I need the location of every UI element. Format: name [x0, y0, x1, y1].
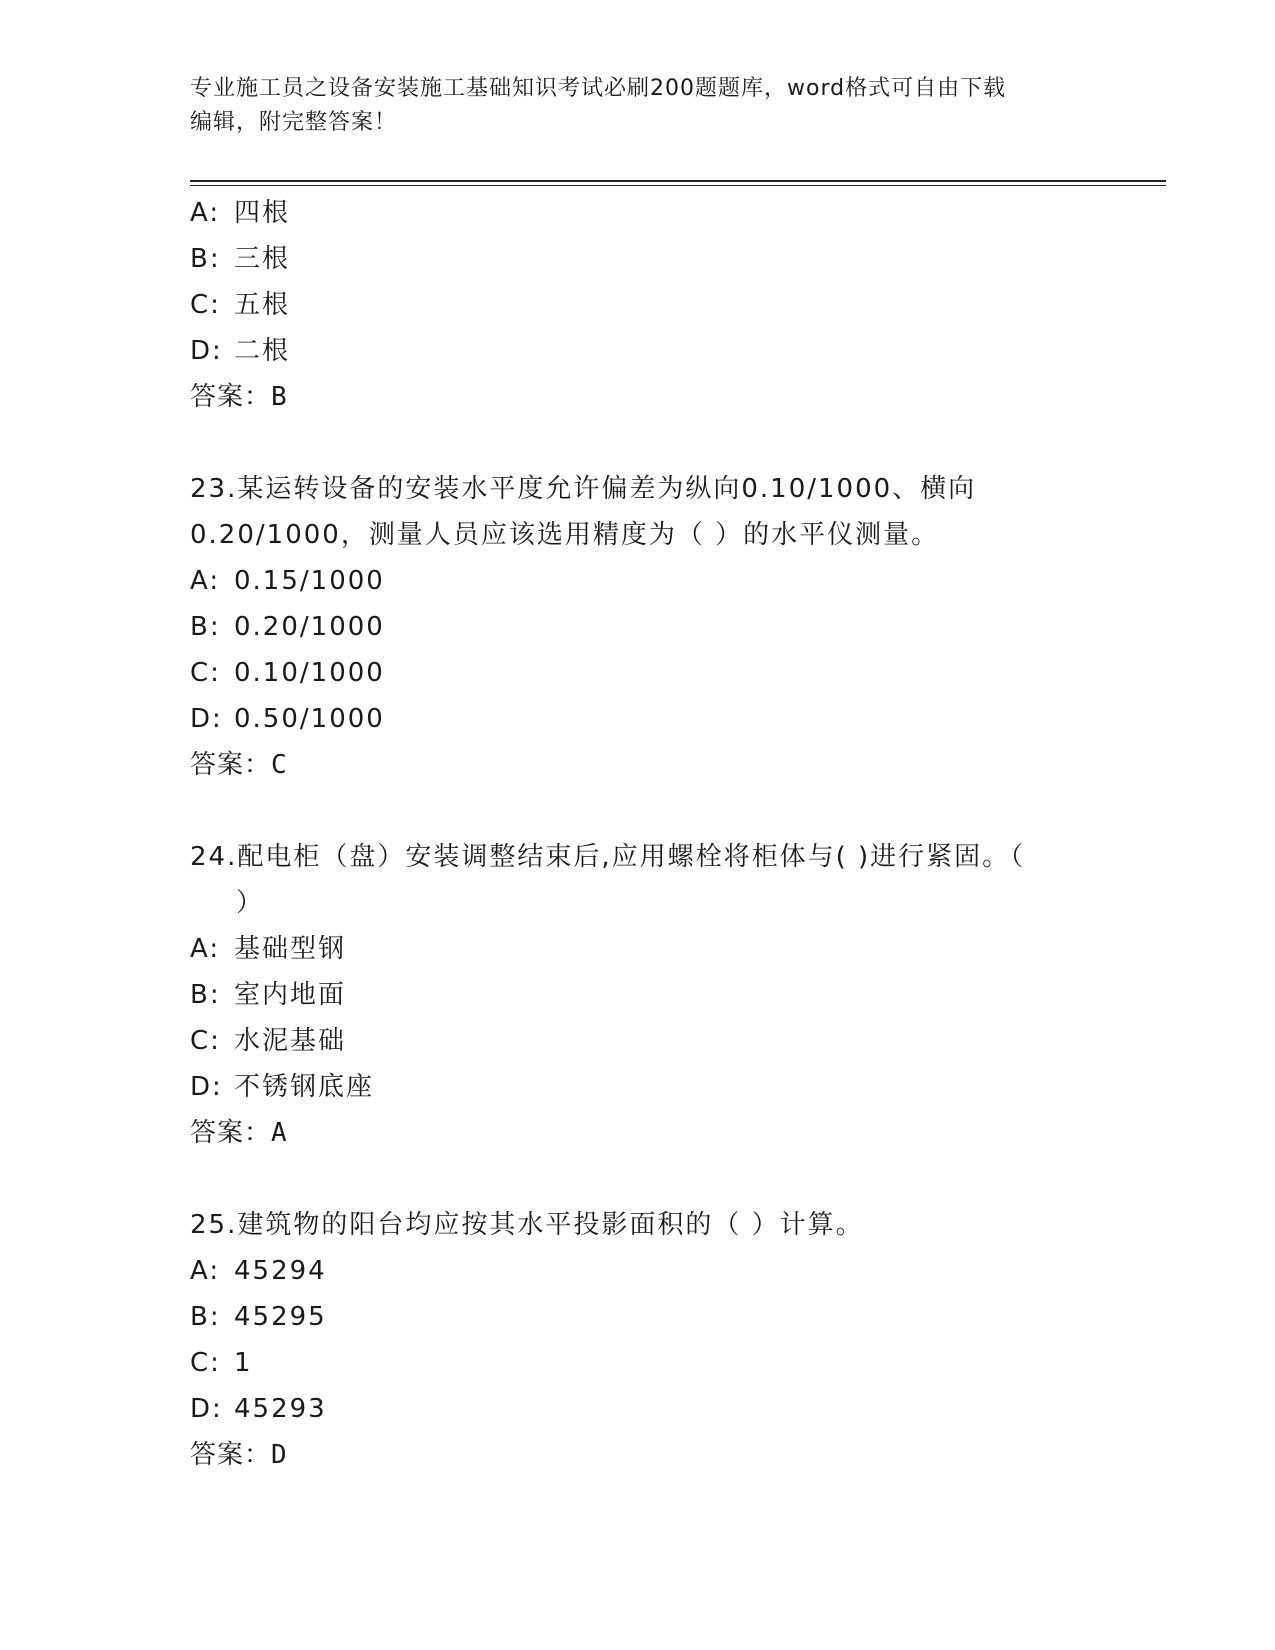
spacer: [190, 1156, 1090, 1202]
answer-line: [190, 374, 1090, 420]
option-text: 室内地面: [234, 980, 347, 1010]
option-text: 二根: [234, 336, 291, 366]
question-list: [190, 190, 1090, 1478]
option-text: 45295: [234, 1302, 327, 1332]
option-key: A:: [190, 198, 221, 228]
option-text: 四根: [234, 198, 291, 228]
option-d: [190, 1064, 1090, 1110]
answer-value: D: [271, 1440, 288, 1470]
option-key: C:: [190, 658, 221, 688]
option-c: [190, 650, 1090, 696]
option-a: [190, 926, 1090, 972]
answer-label: 答案：: [190, 1440, 272, 1470]
option-d: [190, 328, 1090, 374]
option-text: 0.10/1000: [234, 658, 385, 688]
option-c: [190, 1018, 1090, 1064]
option-key: C:: [190, 1026, 221, 1056]
option-key: B:: [190, 1302, 221, 1332]
option-key: A:: [190, 566, 221, 596]
option-a: [190, 190, 1090, 236]
header-divider-thin: [190, 185, 1166, 186]
option-b: [190, 236, 1090, 282]
option-key: D:: [190, 1072, 223, 1102]
header-divider-thick: [190, 180, 1166, 182]
answer-value: C: [271, 750, 288, 780]
option-b: [190, 604, 1090, 650]
option-key: C:: [190, 1348, 221, 1378]
option-b: [190, 972, 1090, 1018]
option-key: C:: [190, 290, 221, 320]
option-text: 45294: [234, 1256, 327, 1286]
option-text: 1: [234, 1348, 253, 1378]
header-line-1: 专业施工员之设备安装施工基础知识考试必刷200题题库，word格式可自由下载: [190, 76, 1007, 101]
option-text: 三根: [234, 244, 291, 274]
option-key: D:: [190, 336, 223, 366]
option-key: D:: [190, 704, 223, 734]
answer-value: A: [271, 1118, 288, 1148]
answer-line: [190, 742, 1090, 788]
question-24: [190, 834, 1090, 1156]
question-text-line-1: 25.建筑物的阳台均应按其水平投影面积的（ ）计算。: [190, 1210, 864, 1240]
answer-value: B: [271, 382, 288, 412]
option-text: 45293: [234, 1394, 327, 1424]
option-key: B:: [190, 244, 221, 274]
option-text: 五根: [234, 290, 291, 320]
document-header: [190, 72, 1090, 140]
option-d: [190, 1386, 1090, 1432]
spacer: [190, 420, 1090, 466]
answer-line: [190, 1110, 1090, 1156]
answer-label: 答案：: [190, 750, 272, 780]
header-line-2: 编辑，附完整答案！: [190, 110, 398, 135]
answer-label: 答案：: [190, 382, 272, 412]
question-text-line-1: 24.配电柜（盘）安装调整结束后,应用螺栓将柜体与( )进行紧固。（: [190, 842, 1026, 872]
spacer: [190, 788, 1090, 834]
option-a: [190, 558, 1090, 604]
question-text-line-2: ）: [236, 888, 265, 918]
question-text-line-2: 0.20/1000，测量人员应该选用精度为（ ）的水平仪测量。: [190, 520, 940, 550]
option-b: [190, 1294, 1090, 1340]
option-a: [190, 1248, 1090, 1294]
option-text: 水泥基础: [234, 1026, 347, 1056]
option-key: A:: [190, 1256, 221, 1286]
option-key: D:: [190, 1394, 223, 1424]
question-22-continued: [190, 190, 1090, 420]
option-key: B:: [190, 980, 221, 1010]
option-c: [190, 1340, 1090, 1386]
option-key: A:: [190, 934, 221, 964]
option-text: 0.15/1000: [234, 566, 385, 596]
option-text: 基础型钢: [234, 934, 347, 964]
question-23: [190, 466, 1090, 788]
question-25: [190, 1202, 1090, 1478]
option-key: B:: [190, 612, 221, 642]
option-text: 0.50/1000: [234, 704, 385, 734]
option-c: [190, 282, 1090, 328]
question-text-line-1: 23.某运转设备的安装水平度允许偏差为纵向0.10/1000、横向: [190, 474, 977, 504]
option-text: 不锈钢底座: [234, 1072, 375, 1102]
option-text: 0.20/1000: [234, 612, 385, 642]
answer-label: 答案：: [190, 1118, 272, 1148]
option-d: [190, 696, 1090, 742]
answer-line: [190, 1432, 1090, 1478]
